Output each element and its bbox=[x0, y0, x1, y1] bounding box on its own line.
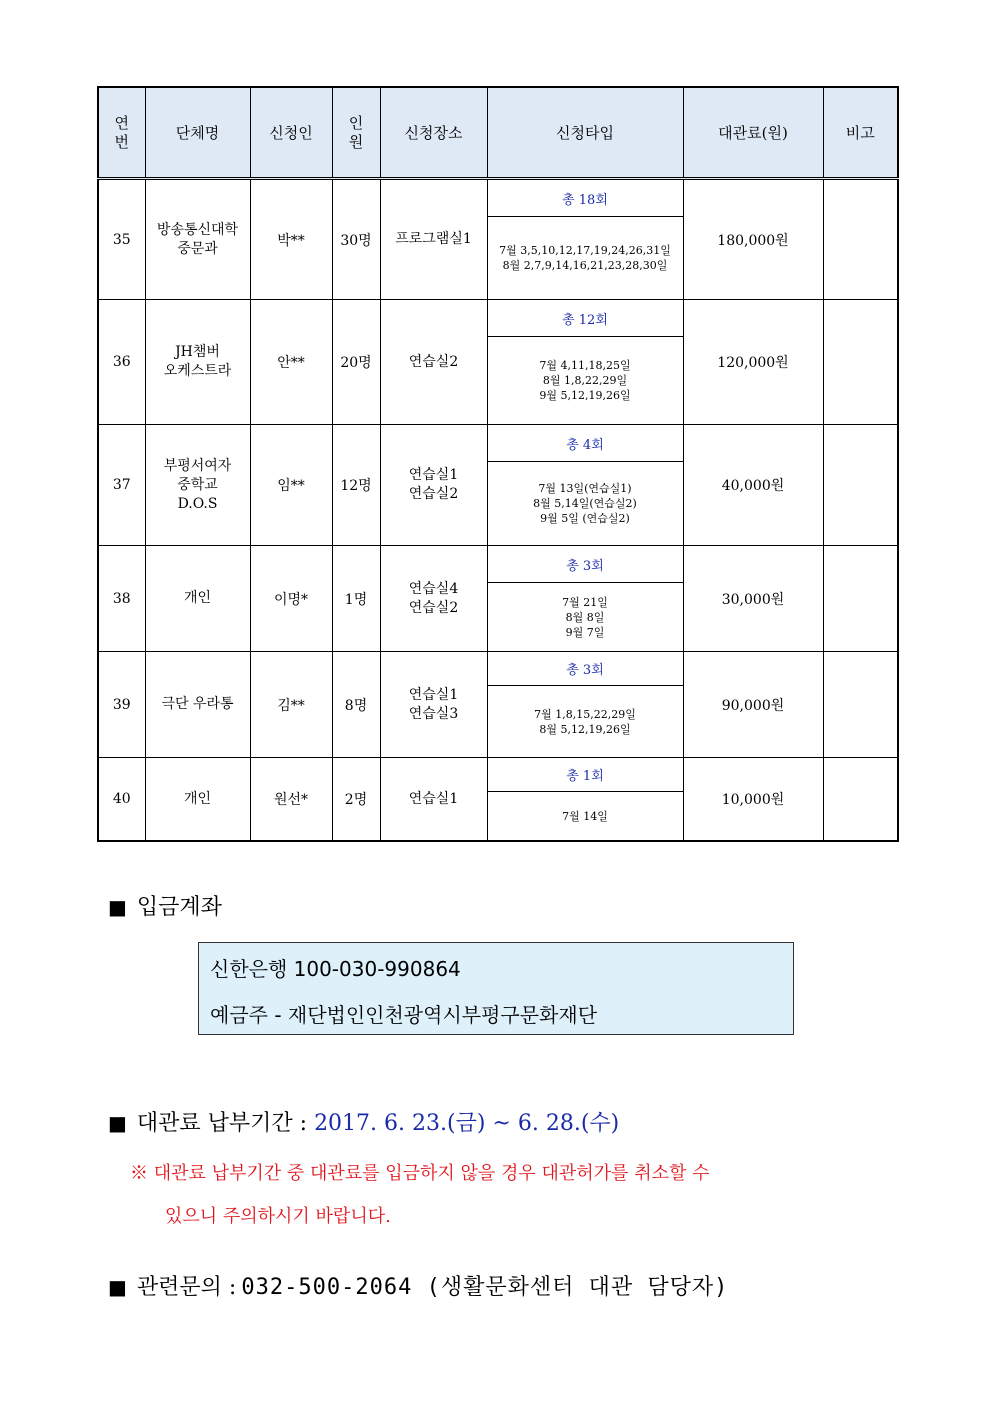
group-line: 오케스트라 bbox=[163, 363, 232, 379]
header-no: 연 번 bbox=[98, 87, 145, 179]
cell-people: 30명 bbox=[332, 179, 380, 300]
cell-group bbox=[145, 300, 250, 425]
place-line: 연습실4 bbox=[408, 580, 459, 597]
table-row bbox=[98, 425, 898, 462]
group-line: JH챔버 bbox=[175, 344, 220, 360]
cell-people: 2명 bbox=[332, 758, 380, 842]
period-value: 2017. 6. 23.(금) ~ 6. 28.(수) bbox=[314, 1111, 620, 1136]
group-line: 개인 bbox=[183, 790, 212, 807]
cell-applicant: 임** bbox=[250, 425, 332, 546]
group-line: 중학교 bbox=[177, 476, 218, 493]
bullet-square-icon: ■ bbox=[108, 1111, 127, 1135]
cell-fee: 90,000원 bbox=[683, 652, 823, 758]
cell-place bbox=[380, 546, 487, 652]
cell-no: 35 bbox=[98, 179, 145, 300]
dates-line: 9월 5,12,19,26일 bbox=[539, 389, 631, 402]
place-line: 연습실2 bbox=[408, 486, 459, 502]
group-line: D.O.S bbox=[177, 495, 218, 512]
cell-applicant: 박** bbox=[250, 179, 332, 300]
cell-group bbox=[145, 425, 250, 546]
place-line: 프로그램실1 bbox=[395, 231, 472, 247]
cell-no: 38 bbox=[98, 546, 145, 652]
cell-people: 1명 bbox=[332, 546, 380, 652]
cell-total: 총 3회 bbox=[487, 652, 683, 686]
cell-fee: 10,000원 bbox=[683, 758, 823, 842]
header-fee: 대관료(원) bbox=[683, 87, 823, 179]
cell-people: 8명 bbox=[332, 652, 380, 758]
cell-fee: 180,000원 bbox=[683, 179, 823, 300]
cell-applicant: 원선* bbox=[250, 758, 332, 842]
group-line: 개인 bbox=[183, 590, 212, 606]
header-type: 신청타입 bbox=[487, 87, 683, 179]
place-line: 연습실1 bbox=[408, 790, 459, 807]
account-title: 입금계좌 bbox=[136, 895, 222, 920]
cell-place bbox=[380, 425, 487, 546]
cell-fee: 40,000원 bbox=[683, 425, 823, 546]
dates-line: 8월 5,12,19,26일 bbox=[539, 722, 631, 736]
rental-table bbox=[97, 86, 899, 842]
cell-dates bbox=[487, 462, 683, 546]
dates-line: 8월 8일 bbox=[565, 610, 605, 624]
account-section bbox=[108, 890, 222, 921]
cell-note bbox=[823, 300, 898, 425]
cell-note bbox=[823, 425, 898, 546]
period-section bbox=[108, 1106, 619, 1137]
place-line: 연습실3 bbox=[408, 705, 459, 722]
cell-dates bbox=[487, 583, 683, 652]
dates-line: 7월 21일 bbox=[562, 595, 608, 609]
place-line: 연습실2 bbox=[408, 599, 459, 616]
dates-line: 7월 14일 bbox=[562, 809, 608, 823]
header-place: 신청장소 bbox=[380, 87, 487, 179]
cell-note bbox=[823, 652, 898, 758]
cell-group bbox=[145, 758, 250, 842]
header-applicant: 신청인 bbox=[250, 87, 332, 179]
account-box bbox=[198, 942, 794, 1035]
cell-note bbox=[823, 758, 898, 842]
cell-dates bbox=[487, 217, 683, 300]
cell-no: 40 bbox=[98, 758, 145, 842]
cell-place bbox=[380, 300, 487, 425]
header-group: 단체명 bbox=[145, 87, 250, 179]
cell-note bbox=[823, 546, 898, 652]
inquiry-text: 032-500-2064 (생활문화센터 대관 담당자) bbox=[241, 1275, 729, 1300]
dates-line: 7월 4,11,18,25일 bbox=[539, 359, 631, 372]
header-people: 인 원 bbox=[332, 87, 380, 179]
cell-total: 총 18회 bbox=[487, 179, 683, 217]
account-holder: 예금주 - 재단법인인천광역시부평구문화재단 bbox=[210, 1003, 598, 1027]
cell-total: 총 4회 bbox=[487, 425, 683, 462]
cell-dates bbox=[487, 686, 683, 758]
cell-no: 37 bbox=[98, 425, 145, 546]
dates-line: 8월 1,8,22,29일 bbox=[542, 374, 628, 387]
dates-line: 7월 13일(연습실1) bbox=[538, 482, 632, 495]
cell-total: 총 1회 bbox=[487, 758, 683, 792]
table-row bbox=[98, 300, 898, 337]
dates-line: 7월 3,5,10,12,17,19,24,26,31일 bbox=[499, 244, 671, 257]
cell-dates bbox=[487, 337, 683, 425]
table-row bbox=[98, 758, 898, 792]
cell-note bbox=[823, 179, 898, 300]
table-header bbox=[98, 87, 898, 179]
table-row bbox=[98, 179, 898, 217]
table-row bbox=[98, 652, 898, 686]
cell-total: 총 12회 bbox=[487, 300, 683, 337]
cell-place bbox=[380, 179, 487, 300]
account-bank: 신한은행 100-030-990864 bbox=[210, 957, 461, 981]
cell-total: 총 3회 bbox=[487, 546, 683, 583]
cell-applicant: 김** bbox=[250, 652, 332, 758]
cell-no: 36 bbox=[98, 300, 145, 425]
table-row bbox=[98, 546, 898, 583]
group-line: 부평서여자 bbox=[163, 457, 232, 474]
group-line: 극단 우라통 bbox=[161, 696, 234, 712]
group-line: 방송통신대학 bbox=[156, 221, 239, 238]
group-line: 중문과 bbox=[177, 240, 218, 257]
period-label: 대관료 납부기간 : bbox=[136, 1111, 315, 1136]
cell-group bbox=[145, 179, 250, 300]
dates-line: 8월 5,14일(연습실2) bbox=[533, 497, 637, 510]
cell-people: 12명 bbox=[332, 425, 380, 546]
cell-place bbox=[380, 652, 487, 758]
place-line: 연습실1 bbox=[408, 467, 459, 483]
table-body bbox=[98, 179, 898, 842]
dates-line: 7월 1,8,15,22,29일 bbox=[534, 707, 636, 721]
bullet-square-icon: ■ bbox=[108, 1275, 127, 1299]
place-line: 연습실1 bbox=[408, 686, 459, 703]
cell-group bbox=[145, 652, 250, 758]
dates-line: 9월 5일 (연습실2) bbox=[540, 512, 630, 525]
dates-line: 8월 2,7,9,14,16,21,23,28,30일 bbox=[502, 259, 668, 272]
header-note: 비고 bbox=[823, 87, 898, 179]
cell-fee: 30,000원 bbox=[683, 546, 823, 652]
inquiry-section bbox=[108, 1270, 728, 1301]
cell-fee: 120,000원 bbox=[683, 300, 823, 425]
cell-place bbox=[380, 758, 487, 842]
inquiry-label: 관련문의 : bbox=[136, 1275, 237, 1300]
cell-applicant: 이명* bbox=[250, 546, 332, 652]
place-line: 연습실2 bbox=[408, 353, 459, 370]
dates-line: 9월 7일 bbox=[565, 625, 605, 639]
cell-people: 20명 bbox=[332, 300, 380, 425]
notice-line1: ※ 대관료 납부기간 중 대관료를 입금하지 않을 경우 대관허가를 취소할 수 bbox=[130, 1163, 710, 1184]
cell-applicant: 안** bbox=[250, 300, 332, 425]
bullet-square-icon: ■ bbox=[108, 895, 127, 919]
cell-dates bbox=[487, 792, 683, 842]
cell-group bbox=[145, 546, 250, 652]
notice-line2: 있으니 주의하시기 바랍니다. bbox=[165, 1206, 391, 1227]
cell-no: 39 bbox=[98, 652, 145, 758]
